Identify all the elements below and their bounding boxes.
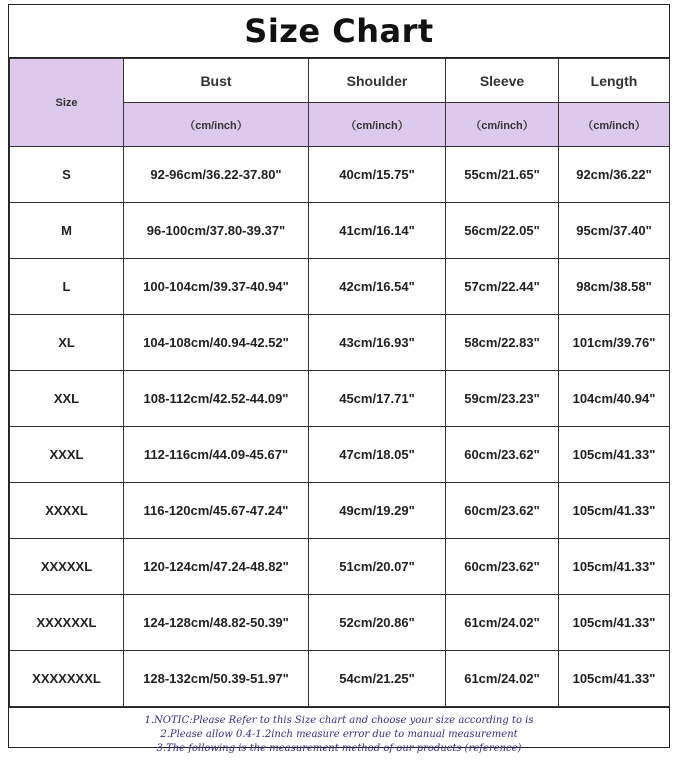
sleeve-cell: 59cm/23.23": [446, 371, 559, 427]
shoulder-unit: （cm/inch）: [309, 103, 446, 147]
bust-cell: 116-120cm/45.67-47.24": [124, 483, 309, 539]
size-cell: XXL: [10, 371, 124, 427]
length-cell: 105cm/41.33": [559, 427, 670, 483]
shoulder-cell: 52cm/20.86": [309, 595, 446, 651]
bust-cell: 128-132cm/50.39-51.97": [124, 651, 309, 707]
bust-cell: 120-124cm/47.24-48.82": [124, 539, 309, 595]
table-row: [10, 315, 670, 371]
note-2: 2.Please allow 0.4-1.2inch measure error due to manual measurement: [160, 729, 518, 740]
size-cell: XXXXL: [10, 483, 124, 539]
bust-unit: （cm/inch）: [124, 103, 309, 147]
size-chart: [8, 4, 670, 754]
size-table: [9, 58, 670, 707]
sleeve-header: Sleeve: [446, 59, 559, 103]
chart-title: Size Chart: [9, 5, 669, 58]
bust-cell: 100-104cm/39.37-40.94": [124, 259, 309, 315]
bust-cell: 104-108cm/40.94-42.52": [124, 315, 309, 371]
bust-cell: 96-100cm/37.80-39.37": [124, 203, 309, 259]
table-row: [10, 595, 670, 651]
bust-cell: 112-116cm/44.09-45.67": [124, 427, 309, 483]
size-cell: XXXXXXL: [10, 595, 124, 651]
length-cell: 105cm/41.33": [559, 483, 670, 539]
sleeve-cell: 55cm/21.65": [446, 147, 559, 203]
size-header: Size: [10, 59, 124, 147]
table-row: [10, 371, 670, 427]
note-1: 1.NOTIC:Please Refer to this Size chart and choose your size according to is: [144, 715, 534, 726]
table-row: [10, 259, 670, 315]
size-cell: XL: [10, 315, 124, 371]
length-cell: 95cm/37.40": [559, 203, 670, 259]
sleeve-cell: 60cm/23.62": [446, 427, 559, 483]
length-cell: 105cm/41.33": [559, 651, 670, 707]
table-row: [10, 147, 670, 203]
shoulder-cell: 40cm/15.75": [309, 147, 446, 203]
sleeve-cell: 56cm/22.05": [446, 203, 559, 259]
shoulder-cell: 49cm/19.29": [309, 483, 446, 539]
length-cell: 105cm/41.33": [559, 595, 670, 651]
bust-header: Bust: [124, 59, 309, 103]
length-cell: 105cm/41.33": [559, 539, 670, 595]
table-row: [10, 539, 670, 595]
bust-cell: 124-128cm/48.82-50.39": [124, 595, 309, 651]
sleeve-cell: 61cm/24.02": [446, 595, 559, 651]
shoulder-cell: 45cm/17.71": [309, 371, 446, 427]
size-cell: XXXXXXXL: [10, 651, 124, 707]
shoulder-cell: 43cm/16.93": [309, 315, 446, 371]
sleeve-cell: 60cm/23.62": [446, 539, 559, 595]
table-row: [10, 651, 670, 707]
sleeve-cell: 60cm/23.62": [446, 483, 559, 539]
bust-cell: 92-96cm/36.22-37.80": [124, 147, 309, 203]
shoulder-cell: 47cm/18.05": [309, 427, 446, 483]
shoulder-cell: 42cm/16.54": [309, 259, 446, 315]
shoulder-cell: 41cm/16.14": [309, 203, 446, 259]
sleeve-cell: 57cm/22.44": [446, 259, 559, 315]
size-cell: M: [10, 203, 124, 259]
length-header: Length: [559, 59, 670, 103]
size-cell: XXXL: [10, 427, 124, 483]
table-row: [10, 483, 670, 539]
length-cell: 101cm/39.76": [559, 315, 670, 371]
length-cell: 98cm/38.58": [559, 259, 670, 315]
table-row: [10, 427, 670, 483]
sleeve-cell: 61cm/24.02": [446, 651, 559, 707]
length-unit: （cm/inch）: [559, 103, 670, 147]
header-row: [10, 59, 670, 103]
sleeve-cell: 58cm/22.83": [446, 315, 559, 371]
shoulder-cell: 51cm/20.07": [309, 539, 446, 595]
size-cell: S: [10, 147, 124, 203]
bust-cell: 108-112cm/42.52-44.09": [124, 371, 309, 427]
length-cell: 104cm/40.94": [559, 371, 670, 427]
length-cell: 92cm/36.22": [559, 147, 670, 203]
shoulder-header: Shoulder: [309, 59, 446, 103]
size-cell: L: [10, 259, 124, 315]
sleeve-unit: （cm/inch）: [446, 103, 559, 147]
note-3: 3.The following is the measurement method of our products (reference): [156, 743, 522, 754]
size-cell: XXXXXL: [10, 539, 124, 595]
shoulder-cell: 54cm/21.25": [309, 651, 446, 707]
table-row: [10, 203, 670, 259]
